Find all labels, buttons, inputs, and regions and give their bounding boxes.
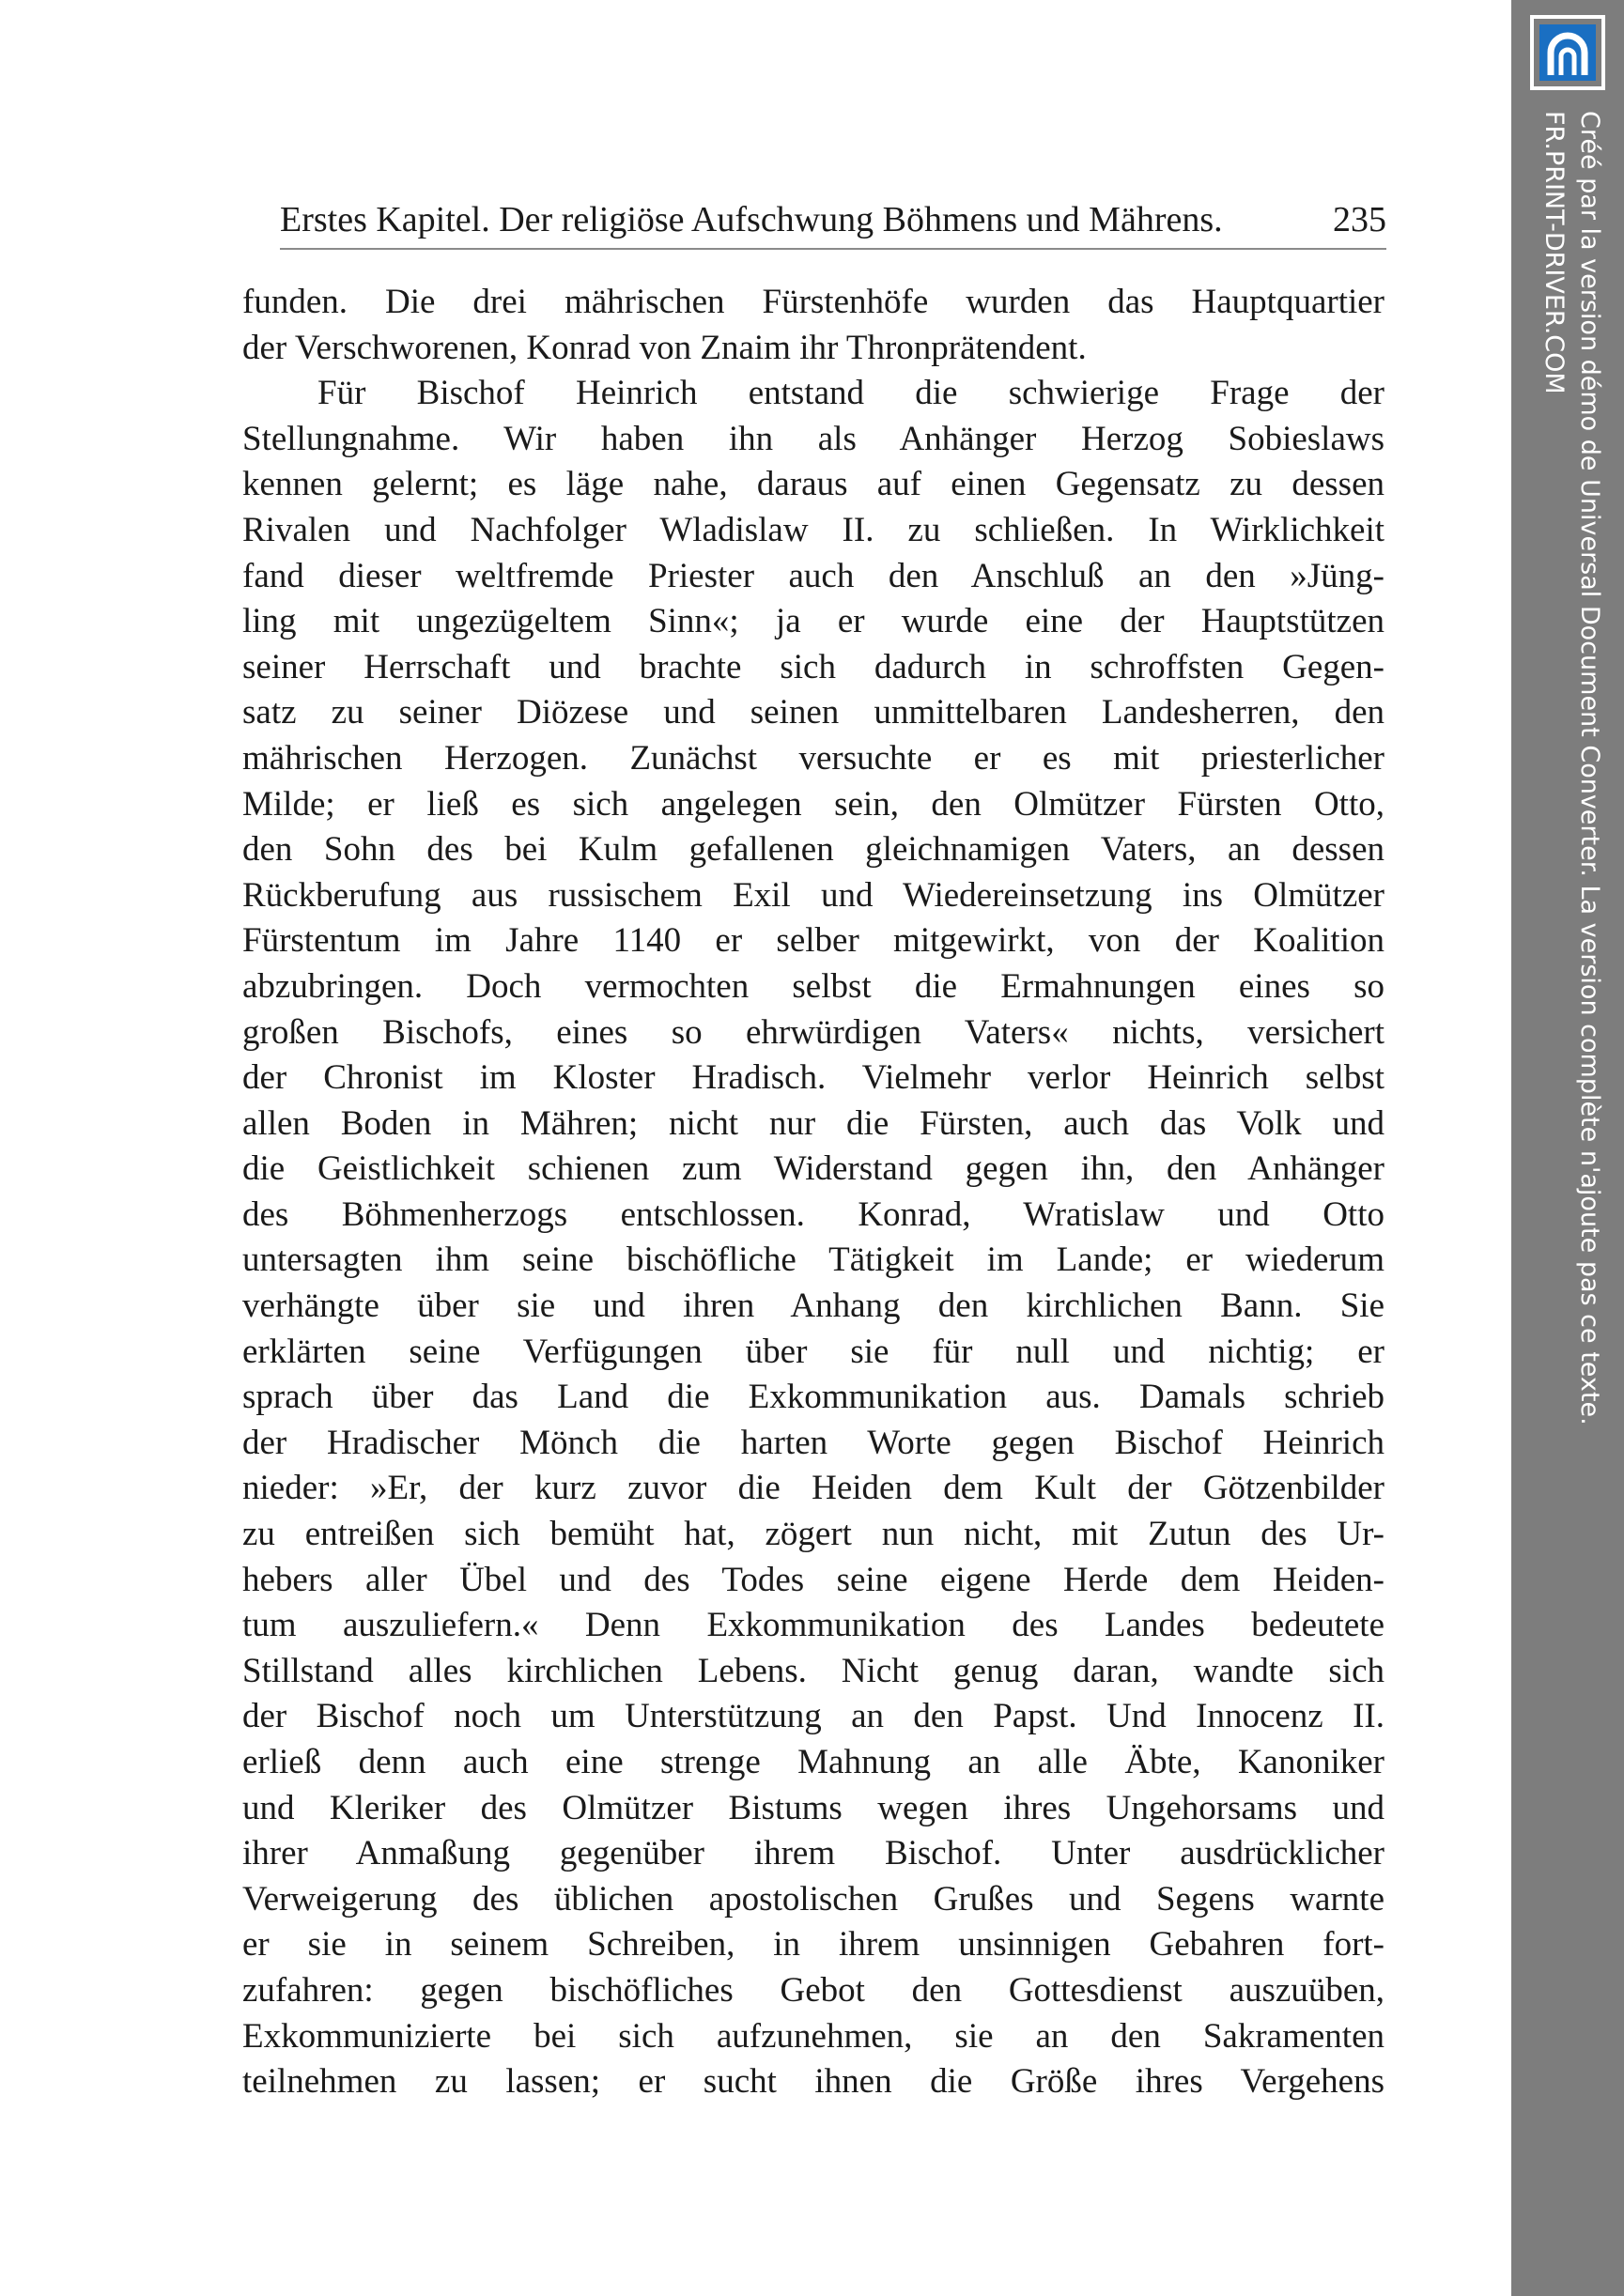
text-line: hebers aller Übel und des Todes seine eigene Herde dem Heiden- [242, 1560, 1384, 1599]
text-line: den Sohn des bei Kulm gefallenen gleichnamigen Vaters, an dessen [242, 830, 1384, 870]
page-header [280, 192, 1386, 248]
text-line: und Kleriker des Olmützer Bistums wegen ihres Ungehorsams und [242, 1788, 1384, 1827]
header-rule [280, 248, 1386, 250]
text-line: verhängte über sie und ihren Anhang den kirchlichen Bann. Sie [242, 1287, 1384, 1326]
text-line: Fürstentum im Jahre 1140 er selber mitgewirkt, von der Koalition [242, 921, 1384, 961]
text-line: er sie in seinem Schreiben, in ihrem unsinnigen Gebahren fort- [242, 1925, 1384, 1965]
watermark-url: FR.PRINT-DRIVER.COM [1539, 111, 1569, 394]
text-line: erklärten seine Verfügungen über sie für null und nichtig; er [242, 1332, 1384, 1371]
text-line: Rückberufung aus russischem Exil und Wiedereinsetzung ins Olmützer [242, 875, 1384, 915]
text-line: fand dieser weltfremde Priester auch den Anschluß an den »Jüng- [242, 556, 1384, 595]
text-line: des Böhmenherzogs entschlossen. Konrad, Wratislaw und Otto [242, 1194, 1384, 1234]
text-line: der Hradischer Mönch die harten Worte gegen Bischof Heinrich [242, 1423, 1384, 1462]
text-line: die Geistlichkeit schienen zum Widerstand gegen ihn, den Anhänger [242, 1149, 1384, 1189]
udc-logo-icon [1530, 15, 1605, 90]
text-line: abzubringen. Doch vermochten selbst die Ermahnungen eines so [242, 966, 1384, 1006]
watermark-line: Créé par la version démo de Universal Document Converter. La version complète n'ajoute pas ce texte. [1575, 111, 1604, 1425]
text-line: großen Bischofs, eines so ehrwürdigen Vaters« nichts, versichert [242, 1012, 1384, 1052]
watermark [1532, 111, 1607, 1425]
text-line: Exkommunizierte bei sich aufzunehmen, sie an den Sakramenten [242, 2016, 1384, 2056]
text-line: Verweigerung des üblichen apostolischen Grußes und Segens warnte [242, 1879, 1384, 1918]
text-line: teilnehmen zu lassen; er sucht ihnen die Größe ihres Vergehens [242, 2062, 1384, 2102]
text-line: der Bischof noch um Unterstützung an den Papst. Und Innocenz II. [242, 1697, 1384, 1736]
text-line: mährischen Herzogen. Zunächst versuchte er es mit priesterlicher [242, 738, 1384, 778]
text-line: der Verschworenen, Konrad von Znaim ihr Thronprätendent. [242, 328, 1087, 367]
text-line: ling mit ungezügeltem Sinn«; ja er wurde eine der Hauptstützen [242, 602, 1384, 641]
text-line: Rivalen und Nachfolger Wladislaw II. zu schließen. In Wirklichkeit [242, 510, 1384, 549]
running-title: Erstes Kapitel. Der religiöse Aufschwung Böhmens und Mährens. [280, 200, 1223, 239]
text-line: sprach über das Land die Exkommunikation aus. Damals schrieb [242, 1378, 1384, 1417]
text-line: Stellungnahme. Wir haben ihn als Anhänger Herzog Sobieslaws [242, 419, 1384, 458]
text-line: tum auszuliefern.« Denn Exkommunikation des Landes bedeutete [242, 1606, 1384, 1645]
page-number: 235 [1333, 200, 1386, 239]
text-line: seiner Herrschaft und brachte sich dadurch in schroffsten Gegen- [242, 647, 1384, 686]
text-line: allen Boden in Mähren; nicht nur die Fürsten, auch das Volk und [242, 1103, 1384, 1143]
text-line: Für Bischof Heinrich entstand die schwierige Frage der [317, 374, 1384, 413]
text-line: Stillstand alles kirchlichen Lebens. Nicht genug daran, wandte sich [242, 1651, 1384, 1690]
text-line: zu entreißen sich bemüht hat, zögert nun nicht, mit Zutun des Ur- [242, 1515, 1384, 1554]
body-text [242, 280, 1384, 2105]
text-line: der Chronist im Kloster Hradisch. Vielmehr verlor Heinrich selbst [242, 1058, 1384, 1098]
text-line: satz zu seiner Diözese und seinen unmittelbaren Landesherren, den [242, 693, 1384, 732]
text-line: zufahren: gegen bischöfliches Gebot den Gottesdienst auszuüben, [242, 1970, 1384, 2010]
text-line: erließ denn auch eine strenge Mahnung an alle Äbte, Kanoniker [242, 1743, 1384, 1781]
text-line: ihrer Anmaßung gegenüber ihrem Bischof. Unter ausdrücklicher [242, 1834, 1384, 1873]
text-line: funden. Die drei mährischen Fürstenhöfe wurden das Hauptquartier [242, 283, 1384, 321]
text-line: Milde; er ließ es sich angelegen sein, den Olmützer Fürsten Otto, [242, 784, 1384, 824]
text-line: untersagten ihm seine bischöfliche Tätigkeit im Lande; er wiederum [242, 1240, 1384, 1280]
text-line: nieder: »Er, der kurz zuvor die Heiden dem Kult der Götzenbilder [242, 1469, 1384, 1508]
text-line: kennen gelernt; es läge nahe, daraus auf einen Gegensatz zu dessen [242, 465, 1384, 504]
